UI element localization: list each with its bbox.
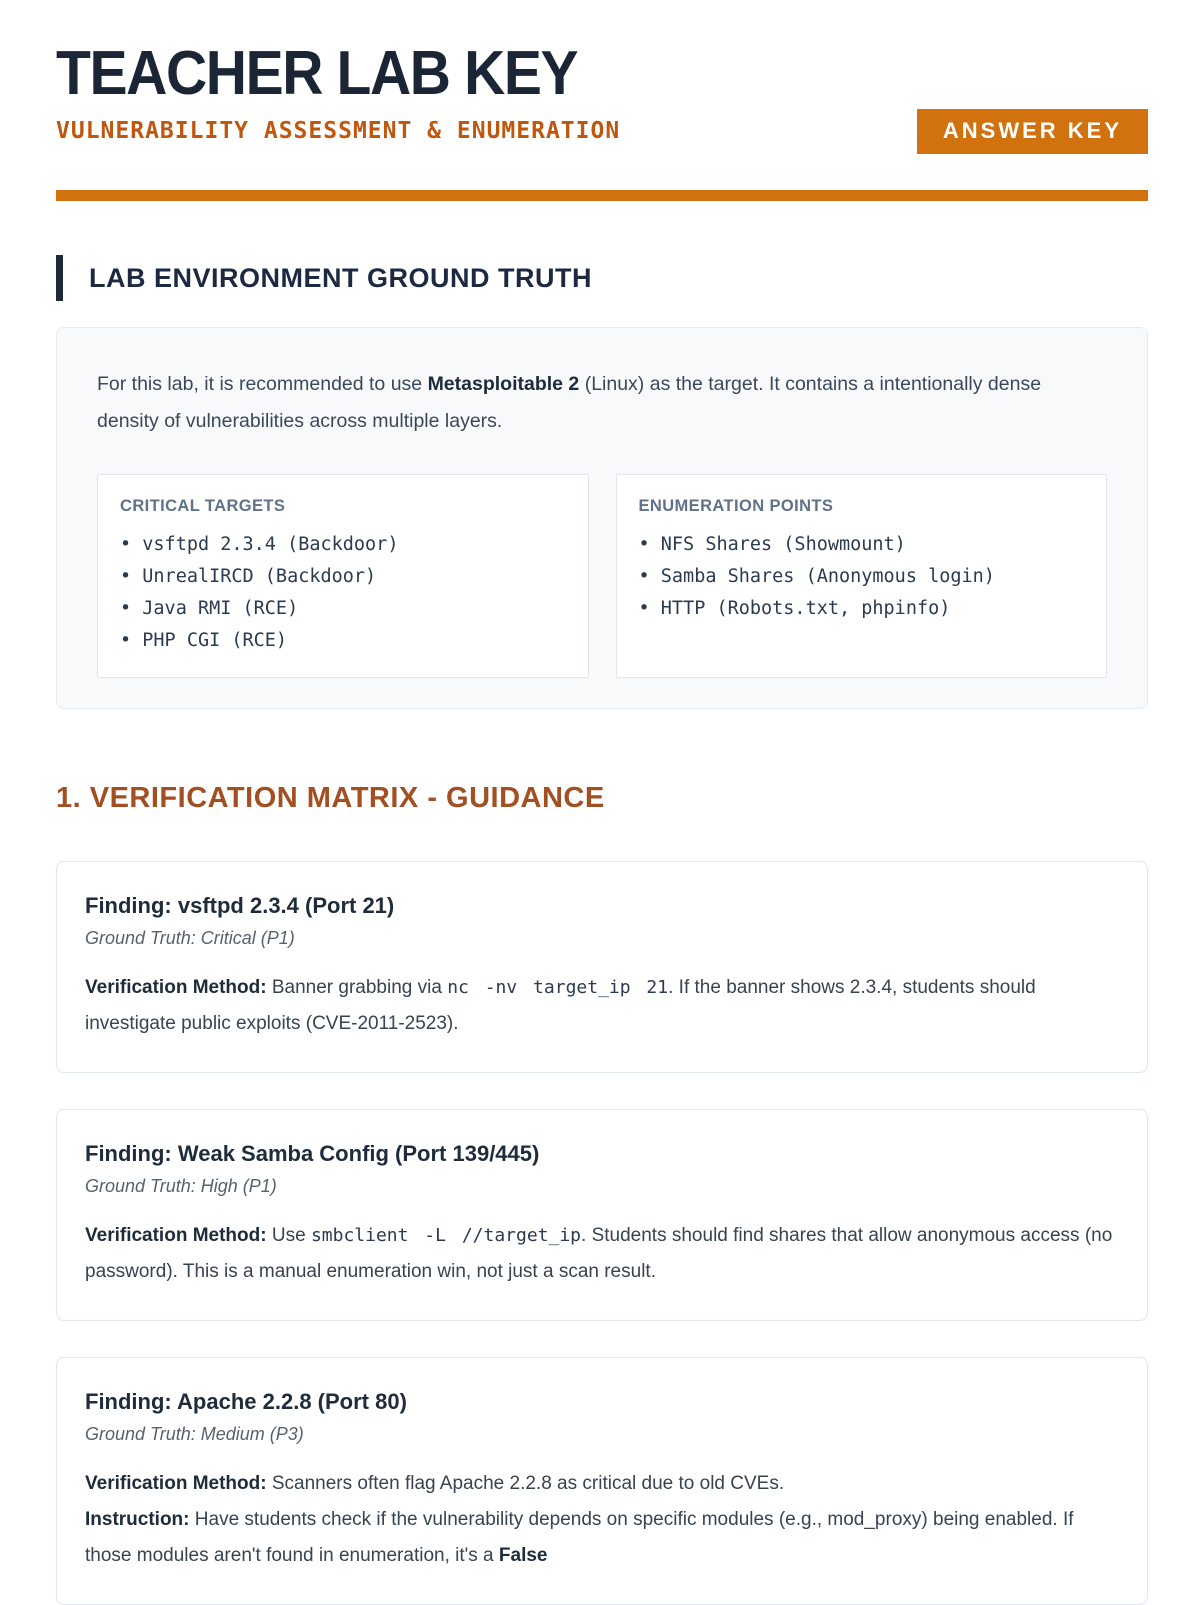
page-subtitle: VULNERABILITY ASSESSMENT & ENUMERATION: [56, 118, 621, 144]
ground-truth-intro: [97, 366, 1107, 440]
enumeration-points-box: [616, 474, 1108, 678]
finding-title: Finding: Apache 2.2.8 (Port 80): [85, 1389, 407, 1414]
intro-text-post: (Linux) as the target. It contains a intentionally dense density of vulnerabilities across multiple layers.: [97, 373, 1042, 432]
ground-truth-panel: [56, 327, 1148, 709]
finding-title: Finding: vsftpd 2.3.4 (Port 21): [85, 893, 395, 918]
header-divider: [56, 190, 1148, 201]
list-item: • Samba Shares (Anonymous login): [639, 561, 1085, 593]
ground-truth-label: Ground Truth: Critical (P1): [85, 928, 295, 948]
enumeration-points-title: ENUMERATION POINTS: [638, 497, 834, 515]
code-snippet: smbclient -L //target_ip: [310, 1225, 582, 1246]
intro-text-pre: For this lab, it is recommended to use: [97, 373, 428, 395]
instruction-text: Have students check if the vulnerability depends on specific modules (e.g., mod_proxy) being enabled. If those modules aren't found in enumeration, it's a: [85, 1509, 1074, 1566]
instruction-label: Instruction:: [85, 1509, 190, 1530]
method-text-pre: Banner grabbing via: [266, 977, 448, 998]
list-item: • PHP CGI (RCE): [120, 625, 566, 657]
list-item: • Java RMI (RCE): [120, 593, 566, 625]
list-item: • HTTP (Robots.txt, phpinfo): [639, 593, 1085, 625]
list-item: • vsftpd 2.3.4 (Backdoor): [120, 529, 566, 561]
ground-truth-label: Ground Truth: Medium (P3): [85, 1424, 304, 1444]
verification-method: [85, 1466, 1119, 1574]
verification-method: [85, 1218, 1119, 1290]
method-text-pre: Use: [266, 1225, 311, 1246]
method-label: Verification Method:: [85, 1225, 267, 1246]
page-title: TEACHER LAB KEY: [56, 39, 578, 108]
answer-key-badge: ANSWER KEY: [917, 109, 1148, 154]
list-item: • UnrealIRCD (Backdoor): [120, 561, 566, 593]
list-item: • NFS Shares (Showmount): [639, 529, 1085, 561]
lab-environment-heading-text: LAB ENVIRONMENT GROUND TRUTH: [89, 262, 592, 293]
header-titles: [56, 39, 917, 144]
critical-targets-box: [97, 474, 589, 678]
enumeration-points-list: [639, 529, 1085, 625]
verification-method: [85, 970, 1119, 1042]
method-text: Scanners often flag Apache 2.2.8 as critical due to old CVEs.: [266, 1473, 785, 1494]
method-text-post: . If the banner shows 2.3.4, students should investigate public exploits (CVE-2011-2523).: [85, 977, 1036, 1034]
finding-cards: [56, 861, 1148, 1605]
heading-accent-bar: [56, 255, 63, 301]
ground-truth-grid: [97, 474, 1107, 678]
finding-title: Finding: Weak Samba Config (Port 139/445): [85, 1141, 540, 1166]
method-label: Verification Method:: [85, 1473, 267, 1494]
instruction-bold: False: [498, 1545, 548, 1566]
finding-card-apache: [56, 1357, 1148, 1605]
critical-targets-list: [120, 529, 566, 657]
critical-targets-title: CRITICAL TARGETS: [120, 497, 286, 515]
method-label: Verification Method:: [85, 977, 267, 998]
lab-environment-heading: [56, 255, 1148, 301]
header: [56, 39, 1148, 144]
finding-card-vsftpd: [56, 861, 1148, 1073]
verification-matrix-heading: 1. VERIFICATION MATRIX - GUIDANCE: [56, 782, 605, 814]
method-text-post: . Students should find shares that allow anonymous access (no password). This is a manual enumeration win, not just a scan result.: [85, 1225, 1113, 1282]
ground-truth-label: Ground Truth: High (P1): [85, 1176, 277, 1196]
finding-card-samba: [56, 1109, 1148, 1321]
code-snippet: nc -nv target_ip 21: [447, 977, 669, 998]
intro-text-bold: Metasploitable 2: [427, 373, 580, 395]
